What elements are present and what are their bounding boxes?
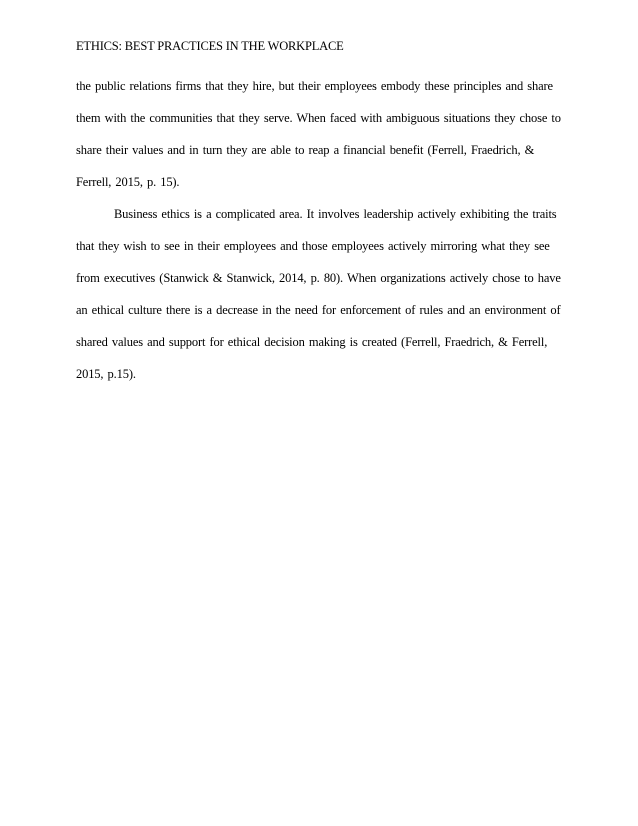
paragraph-1-line-4: Ferrell, 2015, p. 15). bbox=[76, 175, 180, 189]
paragraph-1-line-1: the public relations firms that they hire, but their employees embody these principles and share bbox=[76, 79, 553, 93]
paragraph-2-line-1: Business ethics is a complicated area. It involves leadership actively exhibiting the traits bbox=[114, 207, 557, 221]
paragraph-2-line-6: 2015, p.15). bbox=[76, 367, 136, 381]
paragraph-1-line-2: them with the communities that they serve. When faced with ambiguous situations they chose to bbox=[76, 111, 561, 125]
paragraph-2-line-5: shared values and support for ethical decision making is created (Ferrell, Fraedrich, & Ferrell, bbox=[76, 335, 548, 349]
paragraph-1-line-3: share their values and in turn they are able to reap a financial benefit (Ferrell, Fraedrich, & bbox=[76, 143, 535, 157]
paragraph-2-line-3: from executives (Stanwick & Stanwick, 2014, p. 80). When organizations actively chose to have bbox=[76, 271, 561, 285]
paragraph-2-line-4: an ethical culture there is a decrease in the need for enforcement of rules and an environment of bbox=[76, 303, 561, 317]
running-head: ETHICS: BEST PRACTICES IN THE WORKPLACE bbox=[76, 39, 344, 53]
paragraph-2-line-2: that they wish to see in their employees and those employees actively mirroring what they see bbox=[76, 239, 550, 253]
